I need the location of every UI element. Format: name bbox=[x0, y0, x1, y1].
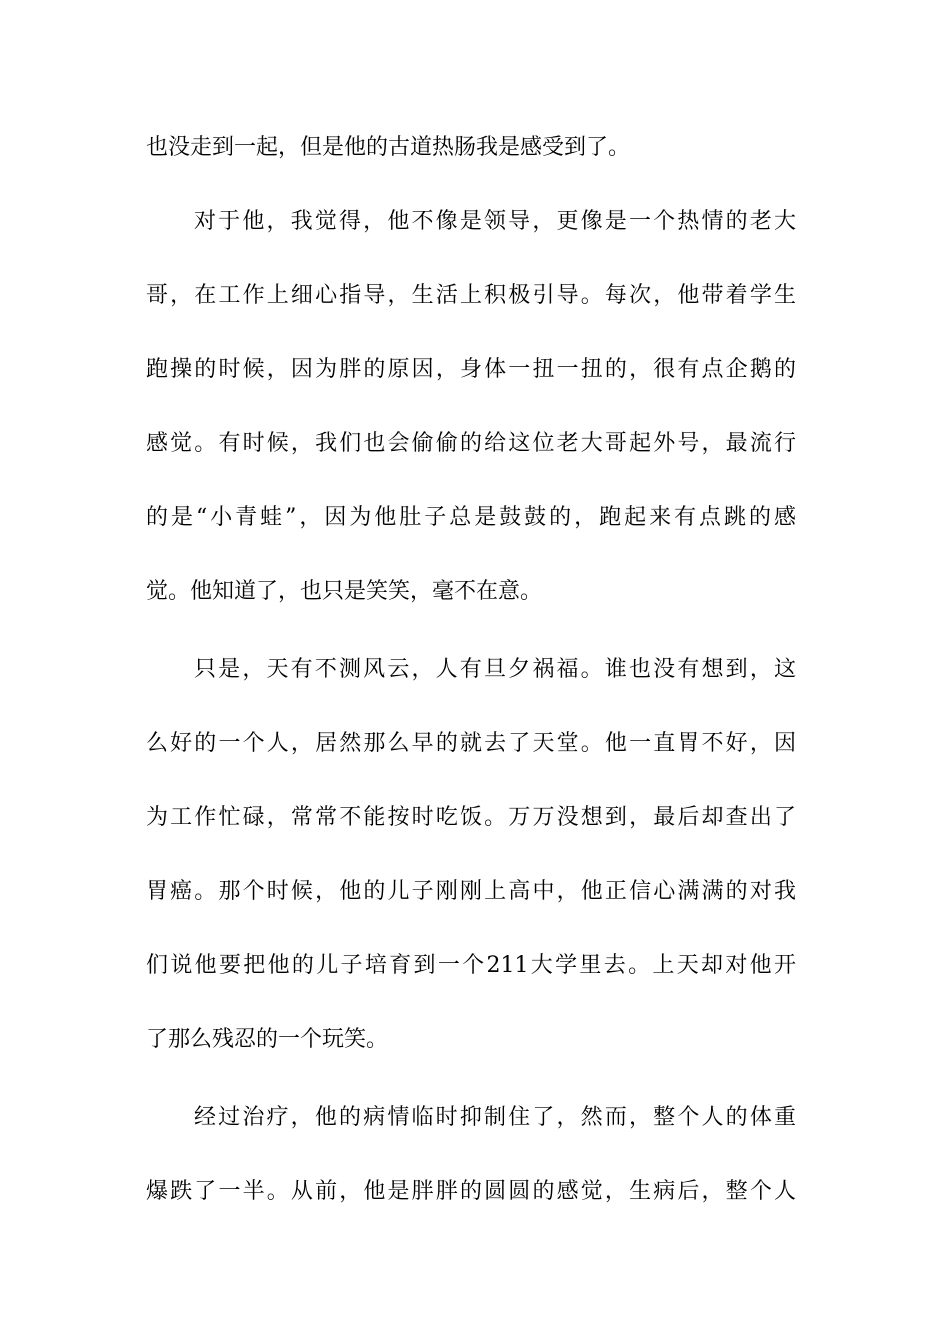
text-line: 的是“小青蛙”，因为他肚子总是鼓鼓的，跑起来有点跳的感 bbox=[146, 505, 796, 530]
text-line: 了那么残忍的一个玩笑。 bbox=[146, 1027, 389, 1052]
text-line: 跑操的时候，因为胖的原因，身体一扭一扭的，很有点企鹅的 bbox=[146, 357, 796, 382]
text-line: 胃癌。那个时候，他的儿子刚刚上高中，他正信心满满的对我 bbox=[146, 879, 796, 904]
text-line: 只是，天有不测风云，人有旦夕祸福。谁也没有想到，这 bbox=[194, 657, 796, 682]
text-line: 对于他，我觉得，他不像是领导，更像是一个热情的老大 bbox=[194, 209, 796, 234]
text-line: 爆跌了一半。从前，他是胖胖的圆圆的感觉，生病后，整个人 bbox=[146, 1179, 796, 1204]
text-line: 也没走到一起，但是他的古道热肠我是感受到了。 bbox=[146, 135, 631, 160]
text-line: 觉。他知道了，也只是笑笑，毫不在意。 bbox=[146, 579, 543, 604]
text-line: 经过治疗，他的病情临时抑制住了，然而，整个人的体重 bbox=[194, 1105, 796, 1130]
text-line: 哥，在工作上细心指导，生活上积极引导。每次，他带着学生 bbox=[146, 283, 796, 308]
text-line: 们说他要把他的儿子培育到一个211大学里去。上天却对他开 bbox=[146, 953, 796, 978]
text-line: 为工作忙碌，常常不能按时吃饭。万万没想到，最后却查出了 bbox=[146, 805, 796, 830]
text-line: 么好的一个人，居然那么早的就去了天堂。他一直胃不好，因 bbox=[146, 731, 796, 756]
text-line: 感觉。有时候，我们也会偷偷的给这位老大哥起外号，最流行 bbox=[146, 431, 796, 456]
